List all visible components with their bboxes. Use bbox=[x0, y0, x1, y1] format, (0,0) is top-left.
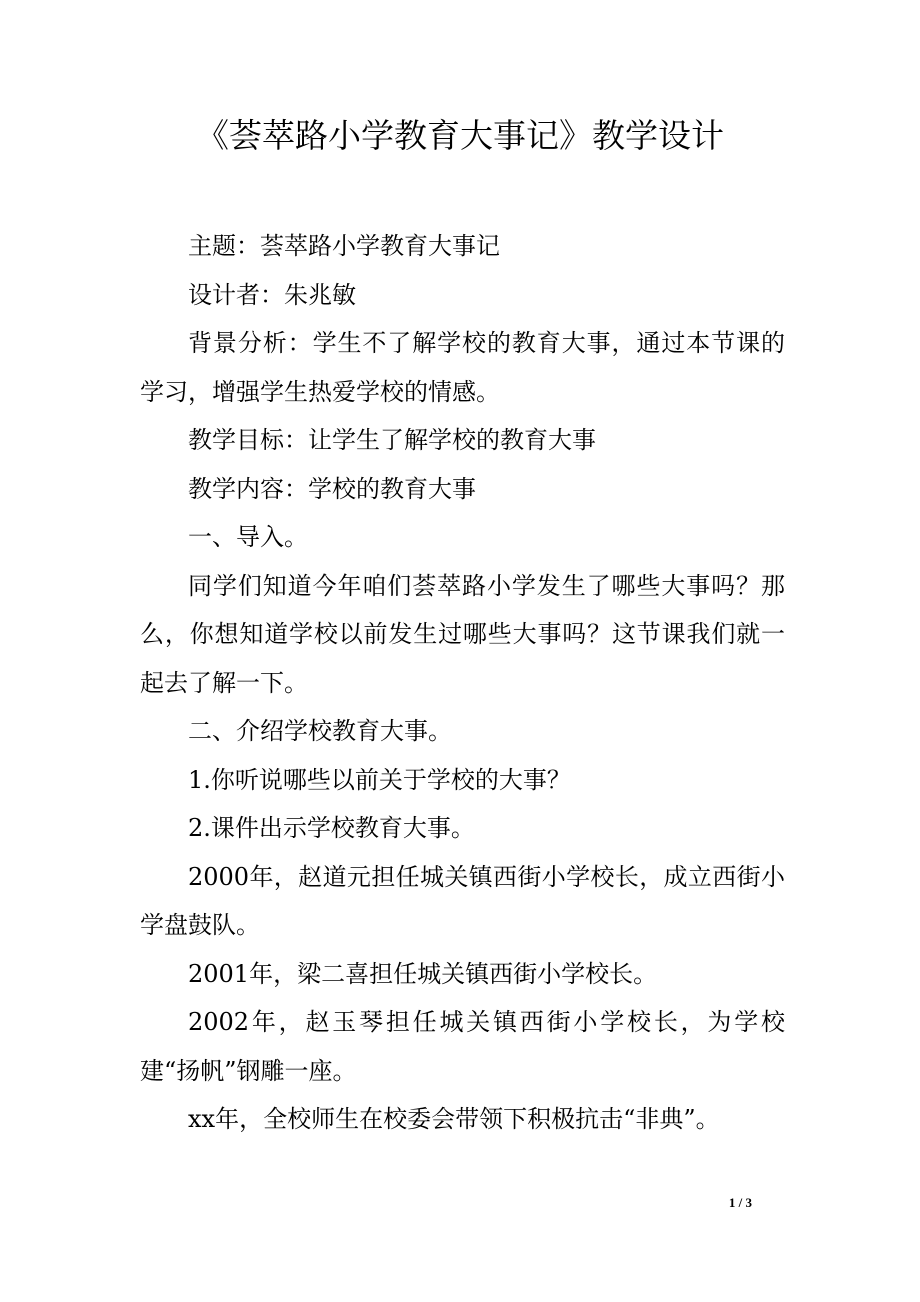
paragraph-background: 背景分析：学生不了解学校的教育大事，通过本节课的学习，增强学生热爱学校的情感。 bbox=[140, 329, 785, 406]
event-item: 2000年，赵道元担任城关镇西街小学校长，成立西街小学盘鼓队。 bbox=[140, 862, 785, 939]
event-item: xx年，全校师生在校委会带领下积极抗击“非典”。 bbox=[188, 1105, 720, 1133]
paragraph-topic: 主题：荟萃路小学教育大事记 bbox=[188, 232, 500, 260]
paragraph-designer: 设计者：朱兆敏 bbox=[188, 280, 356, 309]
paragraph-content: 教学内容：学校的教育大事 bbox=[188, 474, 476, 503]
page-number: 1 / 3 bbox=[728, 1195, 752, 1210]
paragraph-intro: 同学们知道今年咱们荟萃路小学发生了哪些大事吗？那么，你想知道学校以前发生过哪些大事吗？这节课我们就一起去了解一下。 bbox=[140, 571, 785, 697]
event-item: 2002年，赵玉琴担任城关镇西街小学校长，为学校建“扬帆”钢雕一座。 bbox=[140, 1008, 785, 1085]
list-item: 2.课件出示学校教育大事。 bbox=[188, 814, 475, 842]
list-item: 1.你听说哪些以前关于学校的大事？ bbox=[188, 765, 571, 794]
section-heading-events: 二、介绍学校教育大事。 bbox=[188, 717, 452, 745]
paragraph-goal: 教学目标：让学生了解学校的教育大事 bbox=[188, 426, 596, 454]
document-title: 《荟萃路小学教育大事记》教学设计 bbox=[196, 116, 724, 155]
event-item: 2001年，梁二喜担任城关镇西街小学校长。 bbox=[188, 959, 658, 988]
section-heading-intro: 一、导入。 bbox=[188, 523, 308, 551]
document-body bbox=[140, 222, 785, 1144]
